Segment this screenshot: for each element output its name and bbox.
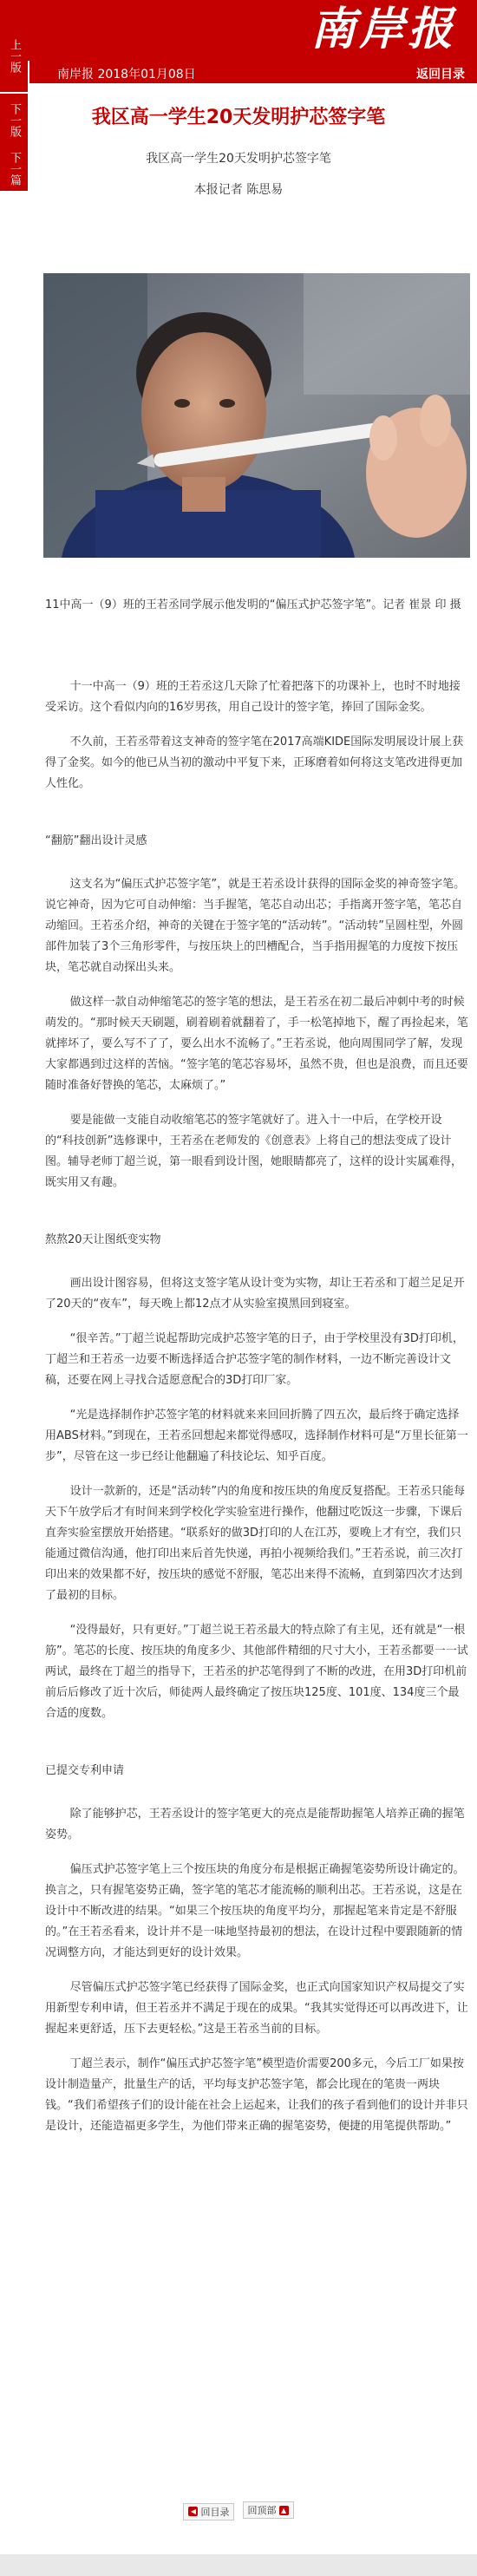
paragraph: 做这样一款自动伸缩笔芯的签字笔的想法，是王若丞在初二最后冲刺中考的时候萌发的。“那时候天天刷题，刷着刷着就翻着了，手一松笔掉地下，醒了再捡起来，笔就摔坏了，要么写不了了，要么出水不流畅了。”王若丞说，他向周围同学了解，发现大家都遇到过这样的苦恼。“签字笔的笔芯容易坏，虽然不贵，但也是浪费，而且还要随时准备好替换的笔芯，太麻烦了。” xyxy=(45,996,468,1092)
arrow-left-icon: ◀ xyxy=(188,2507,198,2516)
article-photo xyxy=(43,273,470,558)
issue-strip xyxy=(29,61,477,83)
newspaper-logo: 南岸报 xyxy=(310,3,456,56)
masthead-bar xyxy=(0,0,477,61)
paragraph: 画出设计图容易，但将这支签字笔从设计变为实物，却让王若丞和丁超兰足足开了20天的“夜车”，每天晚上都12点才从实验室摸黑回到寝室。 xyxy=(45,1277,465,1311)
next-page-button[interactable]: 下一版 xyxy=(0,94,28,147)
paragraph: 这支名为“偏压式护芯签字笔”，就是王若丞设计获得的国际金奖的神奇签字笔。说它神奇，因为它可自动伸缩：当手握笔，笔芯自动出芯；手指离开签字笔，笔芯自动缩回。王若丞介绍，神奇的关键在于签字笔的“活动转”。“活动转”呈圆柱型，外圆部件加装了3个三角形零件，与按压块上的凹槽配合，当手指用握笔的力度按下按压块，笔芯就自动探出头来。 xyxy=(45,878,466,974)
section-heading: 已提交专利申请 xyxy=(45,1764,125,1777)
paragraph: 设计一款新的，还是“活动转”内的角度和按压块的角度反复搭配。王若丞只能每天下午放学后才有时间来到学校化学实验室进行操作，他翻过吃饭这一步骤，下课后直奔实验室摆放开始搭建。“联系好的做3D打印的人在江苏，要晚上才有空，我们只能通过微信沟通，他打印出来后首先快递，再拍小视频给我们。”王若丞说，前三次打印出来的效果都不好，按压块的感觉不舒服，笔芯出来得不流畅，直到第四次才达到了最初的目标。 xyxy=(45,1485,466,1602)
back-to-top-button[interactable] xyxy=(243,2501,294,2519)
back-to-contents-label: 回目录 xyxy=(200,2506,230,2518)
student-with-pen-image xyxy=(43,273,470,558)
paragraph: 十一中高一（9）班的王若丞这几天除了忙着把落下的功课补上，也时不时地接受采访。这个看似内向的16岁男孩，用自己设计的签字笔，捧回了国际金奖。 xyxy=(45,680,461,714)
next-article-button[interactable]: 下一篇 xyxy=(0,146,28,191)
article-body xyxy=(45,677,468,2151)
page-bottom-bar xyxy=(0,2554,477,2576)
paragraph: 要是能做一支能自动收缩笔芯的签字笔就好了。进入十一中后，在学校开设的“科技创新”选修课中，王若丞在老师发的《创意表》上将自己的想法变成了设计图。辅导老师丁超兰说，第一眼看到设计图，她眼睛都亮了，这样的设计实属难得，既实用又有趣。 xyxy=(45,1114,463,1189)
issue-date: 南岸报 2018年01月08日 xyxy=(57,68,196,82)
paragraph: 尽管偏压式护芯签字笔已经获得了国际金奖，也正式向国家知识产权局提交了实用新型专利申请，但王若丞并不满足于现在的成果。“我其实觉得还可以再改进下，让握起来更舒适，压下去更轻松。”这是王若丞当前的目标。 xyxy=(45,1981,468,2036)
paragraph: 除了能够护芯，王若丞设计的签字笔更大的亮点是能帮助握笔人培养正确的握笔姿势。 xyxy=(45,1808,465,1841)
paragraph: 丁超兰表示，制作“偏压式护芯签字笔”模型造价需要200多元，今后工厂如果按设计制造量产，批量生产的话，平均每支护芯签字笔，都会比现在的笔贵一两块钱。“我们希望孩子们的设计能在社会上运起来，让我们的孩子看到他们的设计并非只是设计，还能造福更多学生，为他们带来正确的握笔姿势，便捷的用笔提供帮助。” xyxy=(45,2057,468,2133)
section-heading: 熬熬20天让图纸变实物 xyxy=(45,1233,161,1246)
back-to-contents-button[interactable] xyxy=(183,2503,234,2520)
back-to-contents-link[interactable]: 返回目录 xyxy=(416,68,465,82)
paragraph: “光是选择制作护芯签字笔的材料就来来回回折腾了四五次，最后终于确定选择用ABS材料。”到现在，王若丞回想起来都觉得感叹，选择制作材料可是“万里长征第一步”，尽管在这一步已经让他翻遍了科技论坛、知乎百度。 xyxy=(45,1409,468,1463)
paragraph: “很辛苦。”丁超兰说起帮助完成护芯签字笔的日子，由于学校里没有3D打印机，丁超兰和王若丞一边要不断选择适合护芯签字笔的制作材料，一边不断完善设计文稿，还要在网上寻找合适愿意配合的3D打印厂家。 xyxy=(45,1332,464,1387)
article-byline: 本报记者 陈思易 xyxy=(193,183,284,197)
article-title: 我区高一学生20天发明护芯签字笔 xyxy=(91,107,386,128)
section-heading: “翻筋”翻出设计灵感 xyxy=(45,834,147,847)
article-footer-nav xyxy=(0,2501,477,2521)
paragraph: “没得最好，只有更好。”丁超兰说王若丞最大的特点除了有主见，还有就是“一根筋”。笔芯的长度、按压块的角度多少、其他部件精细的尺寸大小，王若丞都要一一试两试，最终在丁超兰的指导下，王若丞的护芯笔得到了不断的改进，在用3D打印机前前后后修改了近十次后，师徒两人最终确定了按压块125度、101度、134度三个最合适的度数。 xyxy=(45,1624,468,1720)
paragraph: 不久前，王若丞带着这支神奇的签字笔在2017高端KIDE国际发明展设计展上获得了金奖。如今的他已从当初的激动中平复下来，正琢磨着如何将这支笔改进得更加人性化。 xyxy=(45,736,464,790)
article-subtitle: 我区高一学生20天发明护芯签字笔 xyxy=(146,152,331,166)
prev-page-button[interactable]: 上一版 xyxy=(0,19,28,94)
back-to-top-label: 回顶部 xyxy=(247,2505,277,2516)
arrow-up-icon: ▲ xyxy=(279,2506,289,2515)
photo-caption: 11中高一（9）班的王若丞同学展示他发明的“偏压式护芯签字笔”。记者 崔景 印 摄 xyxy=(45,598,461,611)
paragraph: 偏压式护芯签字笔上三个按压块的角度分布是根据正确握笔姿势所设计确定的。换言之，只有握笔姿势正确，签字笔的笔芯才能流畅的顺利出芯。王若丞说，这是在设计中不断改进的结果。“如果三个按压块的角度平均分，那握起笔来肯定是不舒服的。”在王若丞看来，设计并不是一味地坚持最初的想法，在设计过程中要跟随新的情况调整方向，才能达到更好的设计效果。 xyxy=(45,1863,465,1959)
